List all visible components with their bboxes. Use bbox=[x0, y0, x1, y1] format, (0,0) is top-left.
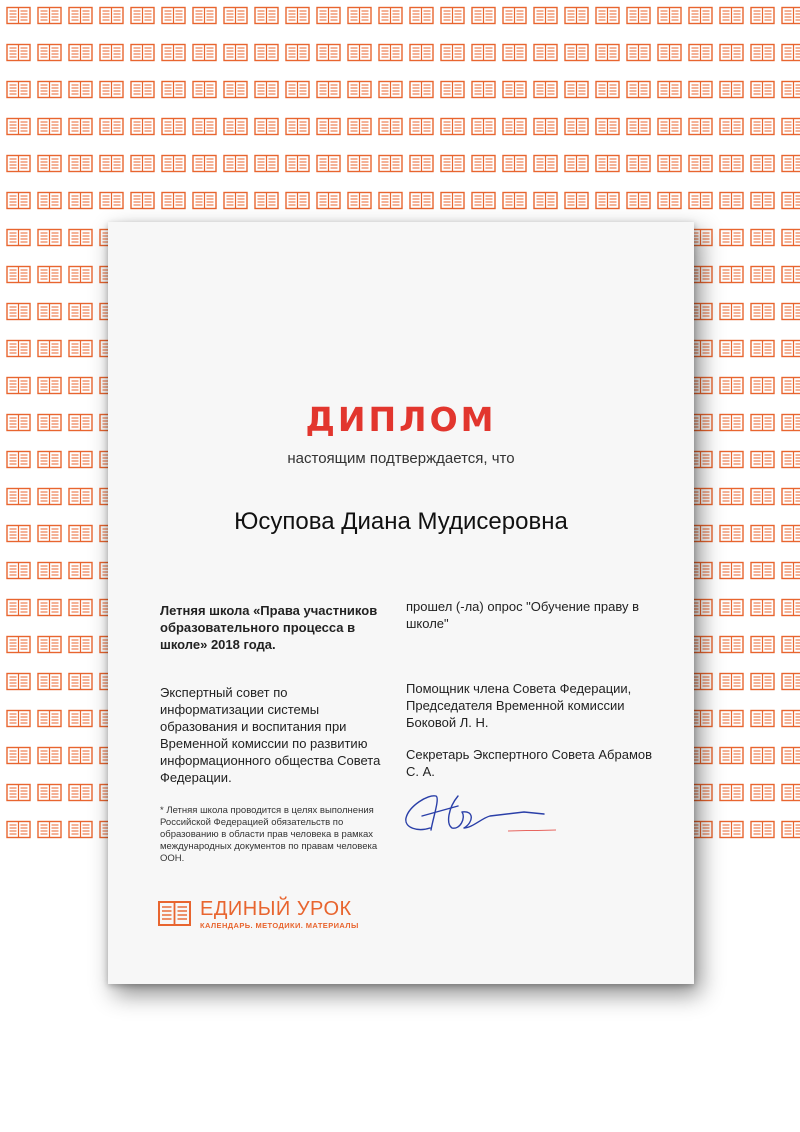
logo-name: ЕДИНЫЙ УРОК bbox=[200, 898, 352, 920]
signature bbox=[400, 788, 560, 838]
diploma-sheet bbox=[108, 222, 694, 984]
secretary-text: Секретарь Экспертного Совета Абрамов С. А. bbox=[406, 747, 653, 779]
assistant-text: Помощник члена Совета Федерации, Председателя Временной комиссии Боковой Л. Н. bbox=[406, 681, 632, 730]
diploma-title: ДИПЛОМ bbox=[305, 400, 497, 439]
logo bbox=[158, 898, 418, 938]
survey-text: прошел (-ла) опрос "Обучение праву в школе" bbox=[406, 599, 639, 631]
recipient-name: Юсупова Диана Мудисеровна bbox=[234, 508, 568, 535]
logo-tagline: КАЛЕНДАРЬ. МЕТОДИКИ. МАТЕРИАЛЫ bbox=[200, 921, 359, 930]
open-book-icon bbox=[158, 900, 192, 928]
council-text: Экспертный совет по информатизации системы образования и воспитания при Временной комиссии по развитию информационного общества Совета Федерации. bbox=[160, 685, 381, 785]
diploma-subtitle: настоящим подтверждается, что bbox=[287, 450, 515, 467]
school-text: Летняя школа «Права участников образовательного процесса в школе» 2018 года. bbox=[160, 603, 378, 652]
footnote-text: * Летняя школа проводится в целях выполнения Российской Федерацией обязательств по образованию в области прав человека в рамках международных документов по правам человека ООН. bbox=[160, 805, 378, 864]
